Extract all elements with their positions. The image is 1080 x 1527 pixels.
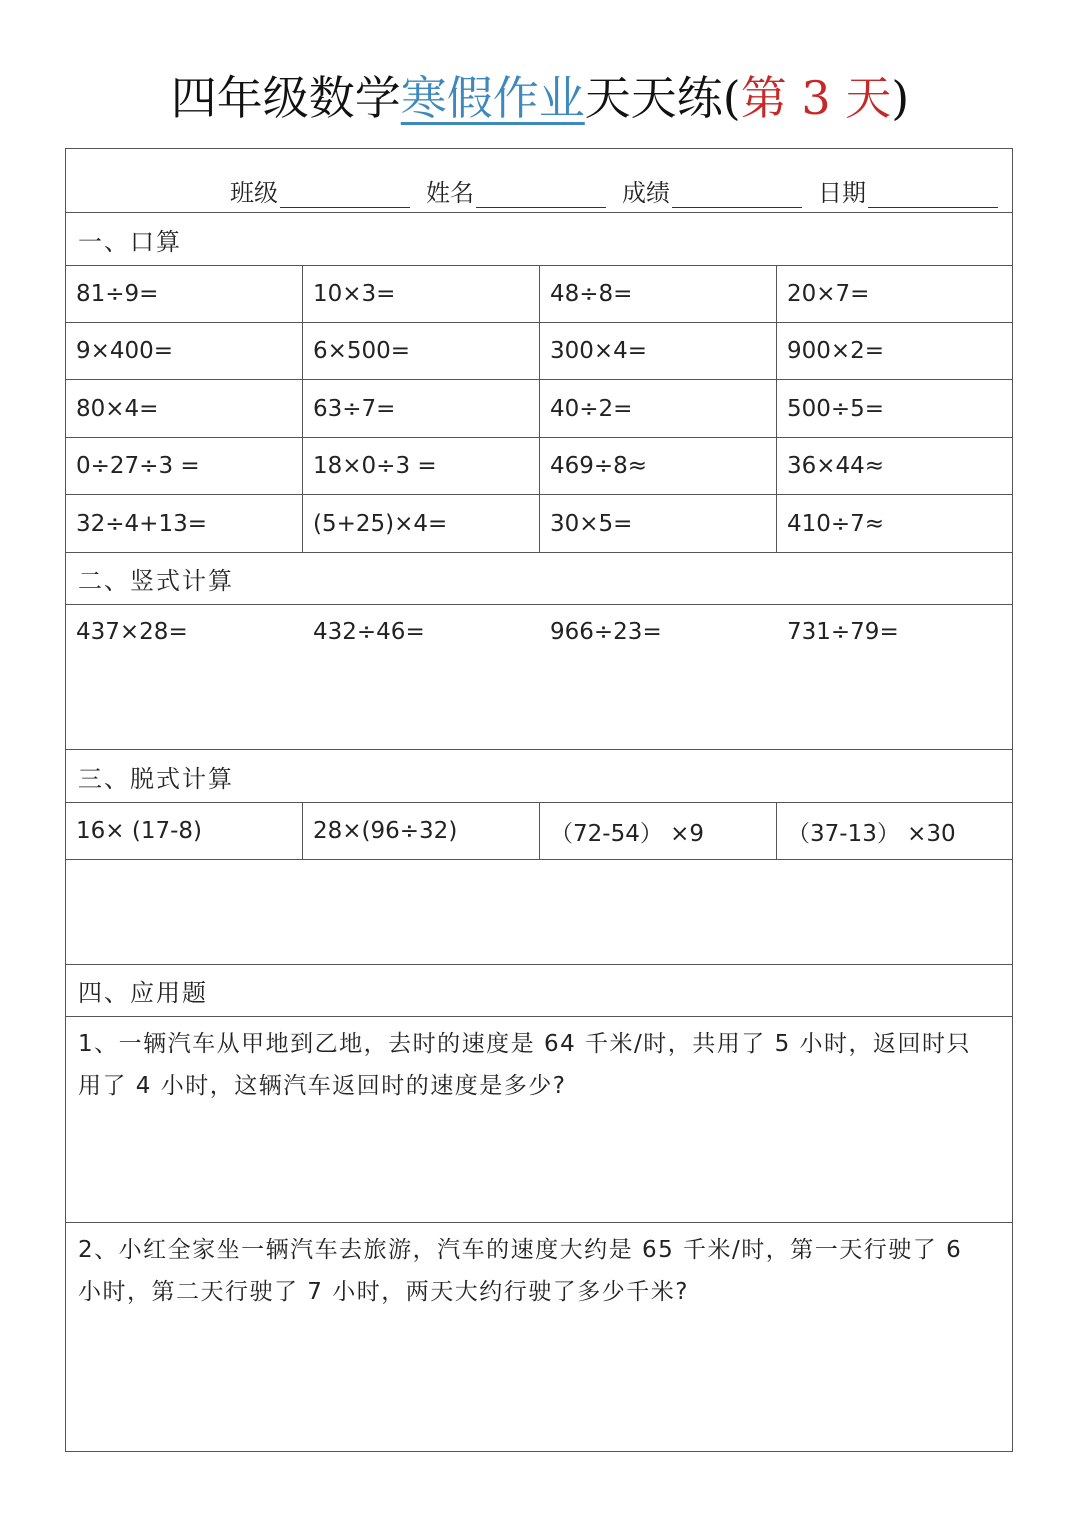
word-problem-2[interactable]: [66, 1223, 1012, 1451]
oral-row: [66, 438, 1012, 495]
oral-row: [66, 266, 1012, 323]
oral-cell[interactable]: 63÷7=: [303, 380, 540, 437]
stepwise-calc-item[interactable]: 28×(96÷32): [303, 803, 540, 859]
title-suffix: 天天练(: [584, 71, 741, 125]
info-fields: [66, 173, 1012, 208]
oral-cell[interactable]: 36×44≈: [787, 453, 885, 479]
vertical-calc-item[interactable]: 432÷46=: [313, 619, 425, 645]
word-problem-1[interactable]: [66, 1017, 1012, 1223]
oral-cell[interactable]: 900×2=: [787, 338, 885, 364]
oral-cell[interactable]: 469÷8≈: [540, 438, 777, 494]
name-label: 姓名: [426, 179, 474, 207]
oral-cell[interactable]: 40÷2=: [540, 380, 777, 437]
section1-title: 一、口算: [78, 227, 182, 256]
stepwise-calc-item[interactable]: （37-13） ×30: [787, 820, 956, 847]
section4-title: 四、应用题: [78, 979, 208, 1007]
vertical-calc-item[interactable]: 437×28=: [76, 619, 188, 645]
stepwise-work-area[interactable]: [66, 860, 1012, 965]
name-field[interactable]: [426, 173, 606, 208]
vertical-calc-item[interactable]: 731÷79=: [787, 619, 899, 645]
date-blank[interactable]: [868, 181, 998, 208]
date-label: 日期: [818, 179, 866, 207]
stepwise-calc-row: [66, 803, 1012, 860]
score-field[interactable]: [622, 173, 802, 208]
vertical-calc-item[interactable]: 966÷23=: [550, 619, 662, 645]
score-label: 成绩: [622, 179, 670, 207]
score-blank[interactable]: [672, 181, 802, 208]
stepwise-calc-item[interactable]: （72-54） ×9: [540, 803, 777, 859]
oral-cell[interactable]: 6×500=: [303, 323, 540, 379]
page-title: [0, 68, 1080, 128]
oral-cell[interactable]: (5+25)×4=: [303, 495, 540, 552]
oral-cell[interactable]: 10×3=: [303, 266, 540, 322]
oral-row: [66, 323, 1012, 380]
name-blank[interactable]: [476, 181, 606, 208]
section4-header: [66, 965, 1012, 1017]
oral-cell[interactable]: 300×4=: [540, 323, 777, 379]
oral-cell[interactable]: 81÷9=: [66, 266, 303, 322]
title-highlight: 寒假作业: [400, 71, 585, 125]
oral-cell[interactable]: 20×7=: [787, 281, 870, 307]
class-field[interactable]: [230, 173, 410, 208]
stepwise-calc-item[interactable]: 16× (17-8): [66, 803, 303, 859]
section2-header: [66, 553, 1012, 605]
oral-cell[interactable]: 0÷27÷3 =: [66, 438, 303, 494]
oral-row: [66, 495, 1012, 553]
vertical-calc-area: [66, 605, 1012, 750]
title-day: 第 3 天: [740, 71, 892, 125]
word-problem-1-text: 1、一辆汽车从甲地到乙地，去时的速度是 64 千米/时，共用了 5 小时，返回时只用了 4 小时，这辆汽车返回时的速度是多少?: [78, 1031, 972, 1099]
section3-header: [66, 750, 1012, 803]
oral-cell[interactable]: 30×5=: [540, 495, 777, 552]
info-row: [66, 149, 1012, 213]
oral-cell[interactable]: 48÷8=: [540, 266, 777, 322]
title-close: ): [891, 71, 910, 125]
oral-cell[interactable]: 500÷5=: [787, 395, 885, 422]
section2-title: 二、竖式计算: [78, 567, 234, 595]
oral-cell[interactable]: 80×4=: [66, 380, 303, 437]
class-blank[interactable]: [280, 181, 410, 208]
section3-title: 三、脱式计算: [78, 764, 234, 793]
oral-cell[interactable]: 18×0÷3 =: [303, 438, 540, 494]
word-problem-2-text: 2、小红全家坐一辆汽车去旅游，汽车的速度大约是 65 千米/时，第一天行驶了 6 小时，第二天行驶了 7 小时，两天大约行驶了多少千米?: [78, 1237, 963, 1305]
date-field[interactable]: [818, 173, 998, 208]
oral-row: [66, 380, 1012, 438]
oral-cell[interactable]: 9×400=: [66, 323, 303, 379]
section1-header: [66, 213, 1012, 266]
title-prefix: 四年级数学: [170, 71, 401, 125]
oral-cell[interactable]: 32÷4+13=: [66, 495, 303, 552]
worksheet: [65, 148, 1013, 1452]
oral-cell[interactable]: 410÷7≈: [787, 510, 885, 537]
class-label: 班级: [230, 179, 278, 207]
